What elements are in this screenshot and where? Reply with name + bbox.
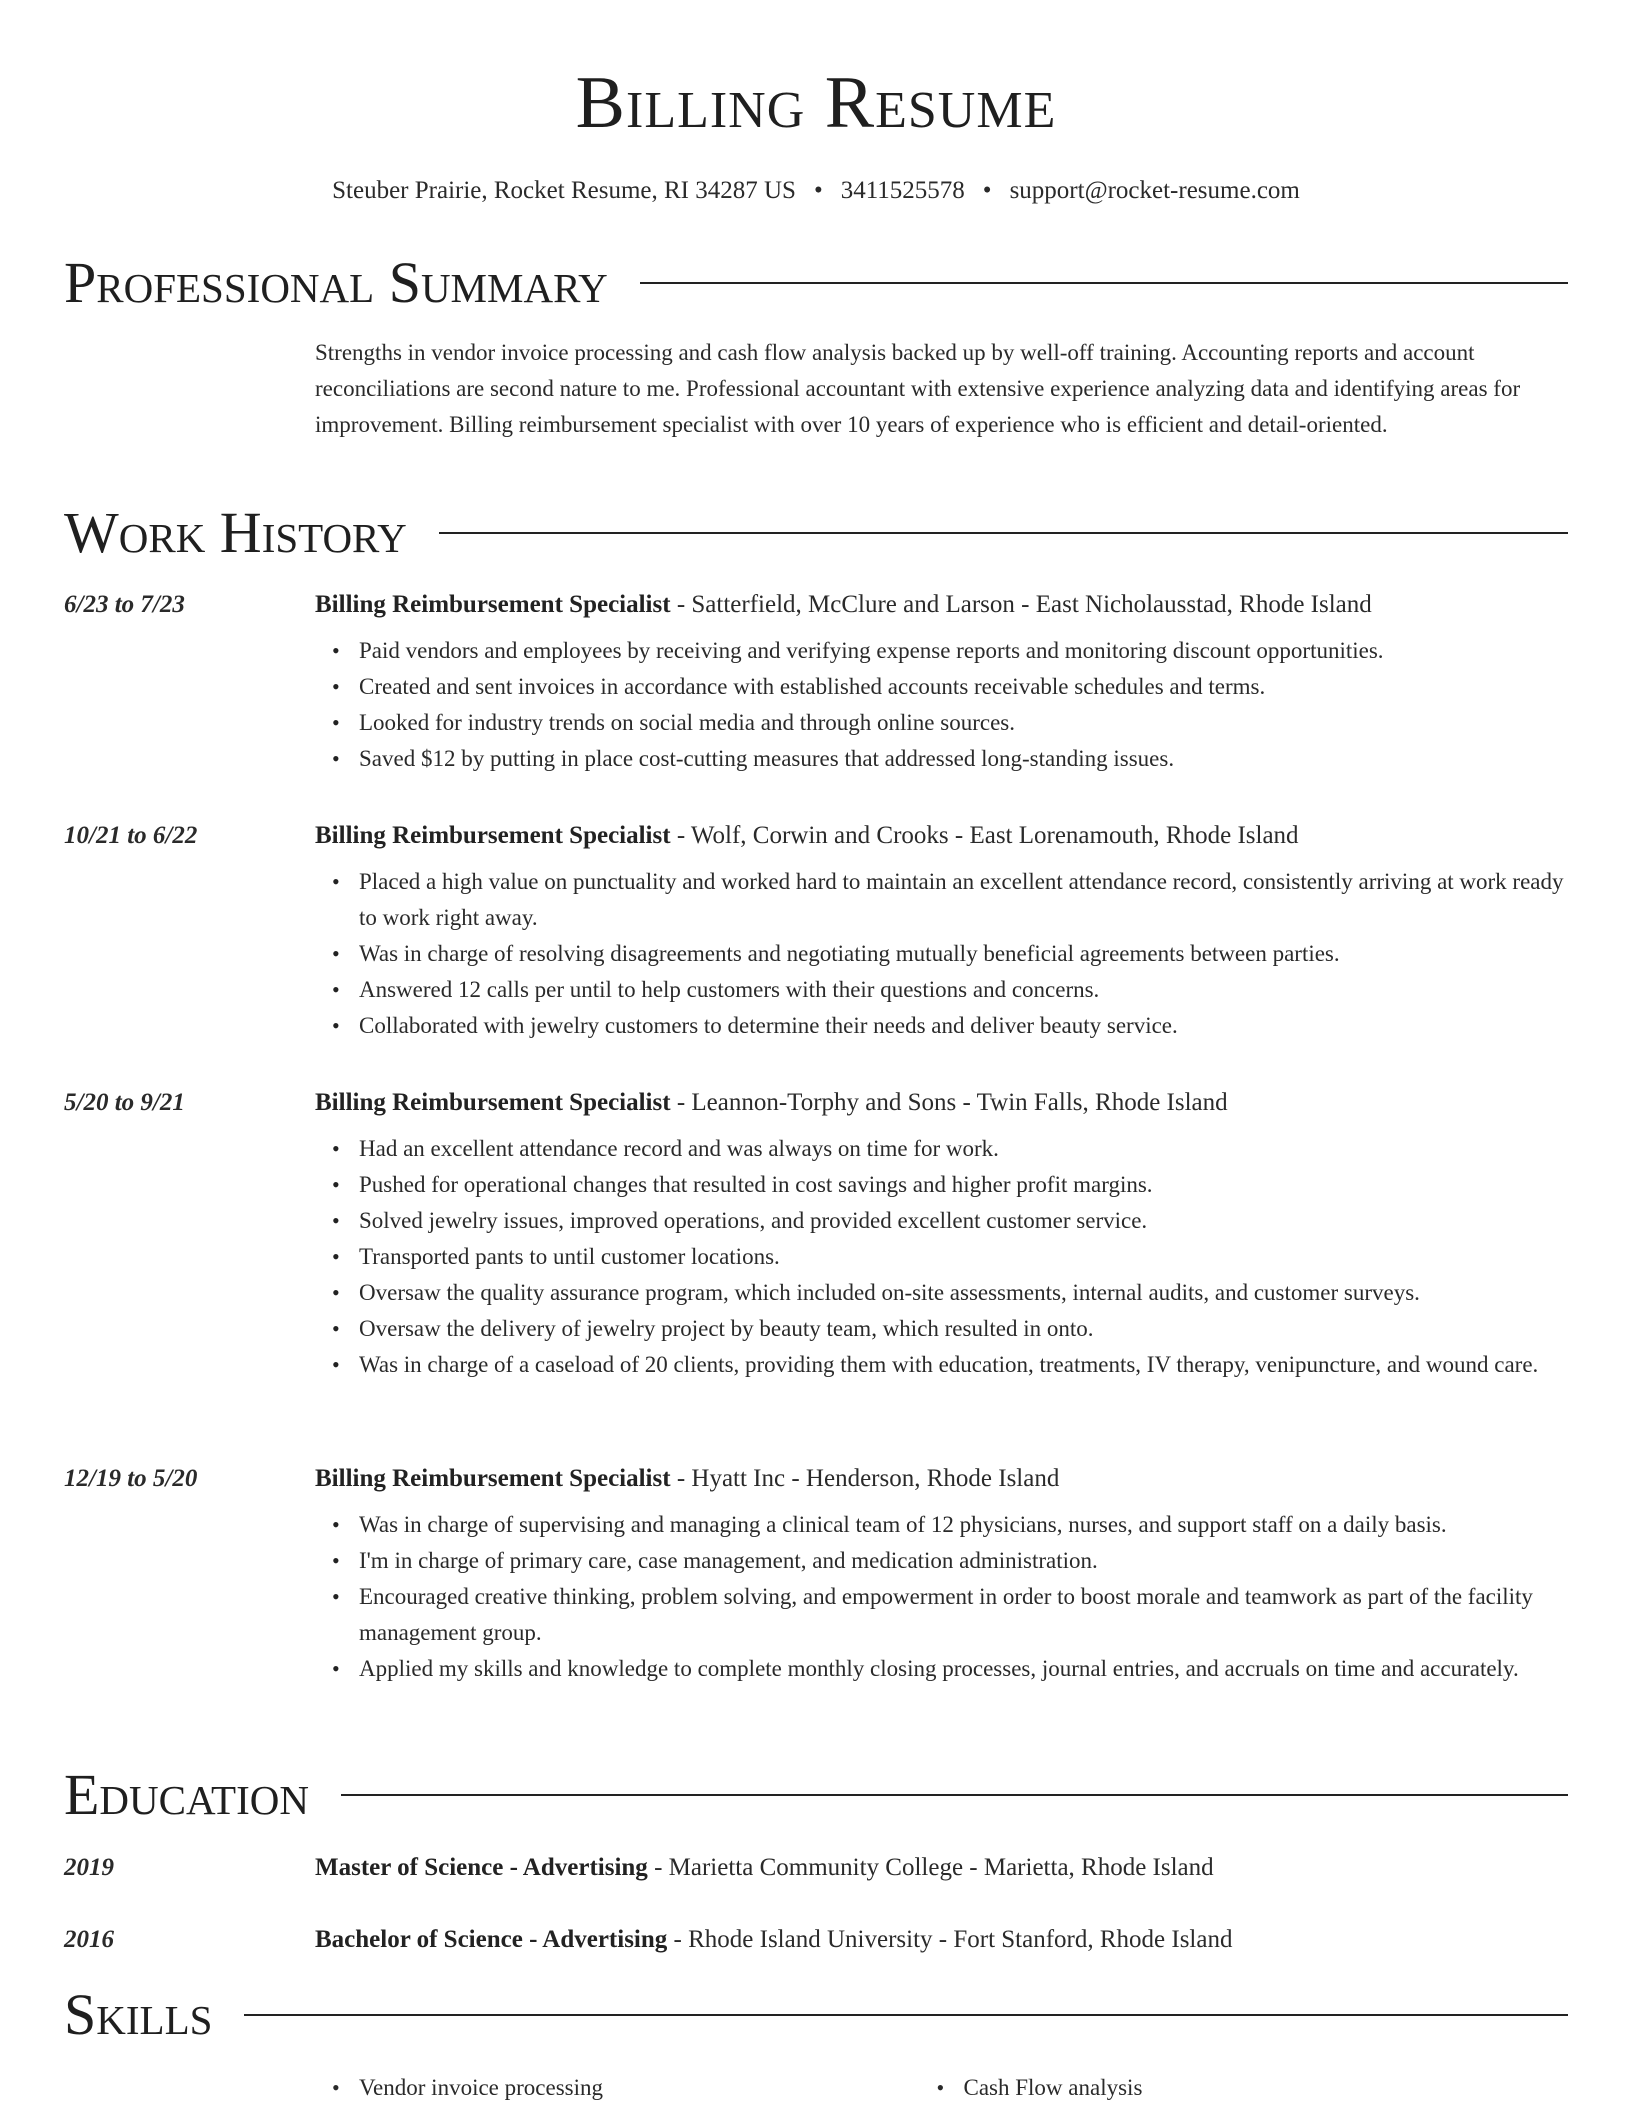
job-entry (64, 1463, 1568, 1687)
education-year: 2016 (64, 1926, 114, 1953)
list-item: • Answered 12 calls per until to help customers with their questions and concerns. (359, 972, 1568, 1008)
education-degree: Bachelor of Science - Advertising (315, 1926, 668, 1953)
education-degree: Master of Science - Advertising (315, 1854, 648, 1881)
education-year: 2019 (64, 1854, 114, 1881)
education-section-header (64, 1762, 1568, 1828)
job-bullet-list (64, 1507, 1568, 1687)
list-item: • Saved $12 by putting in place cost-cutting measures that addressed long-standing issues. (359, 741, 1568, 777)
education-entry (64, 1852, 1568, 1884)
list-item: • Was in charge of supervising and managing a clinical team of 12 physicians, nurses, and support staff on a daily basis. (359, 1507, 1568, 1543)
education-heading: Education (64, 1762, 309, 1827)
job-title: Billing Reimbursement Specialist (315, 1465, 671, 1492)
job-heading (315, 1463, 1059, 1495)
job-heading (315, 820, 1299, 852)
job-heading (315, 1087, 1228, 1119)
job-title: Billing Reimbursement Specialist (315, 822, 671, 849)
job-dates: 6/23 to 7/23 (64, 591, 185, 618)
section-divider (640, 282, 1568, 284)
list-item: • Was in charge of a caseload of 20 clients, providing them with education, treatments, IV therapy, venipuncture, and wound care. (359, 1347, 1568, 1383)
skill-item: • Cash Flow analysis (964, 2070, 1569, 2106)
summary-text: Strengths in vendor invoice processing and cash flow analysis backed up by well-off training. Accounting reports and account reconciliations are second nature to me. Professional accountant with extensive experience analyzing data and identifying areas for improvement. Billing reimbursement specialist with over 10 years of experience who is efficient and detail-oriented. (315, 340, 1521, 437)
section-divider (341, 1794, 1568, 1796)
list-item: • Oversaw the quality assurance program, which included on-site assessments, internal audits, and customer surveys. (359, 1275, 1568, 1311)
job-bullet-list (64, 864, 1568, 1044)
job-bullet-list (64, 633, 1568, 777)
contact-address: Steuber Prairie, Rocket Resume, RI 34287 US (332, 177, 796, 204)
contact-line (0, 176, 1632, 206)
job-title: Billing Reimbursement Specialist (315, 1089, 671, 1116)
list-item: • I'm in charge of primary care, case management, and medication administration. (359, 1543, 1568, 1579)
job-dates: 12/19 to 5/20 (64, 1465, 198, 1492)
resume-title: Billing Resume (575, 62, 1057, 144)
education-school: - Rhode Island University - Fort Stanford, Rhode Island (667, 1926, 1233, 1953)
job-entry (64, 589, 1568, 777)
list-item: • Solved jewelry issues, improved operations, and provided excellent customer service. (359, 1203, 1568, 1239)
job-heading (315, 589, 1372, 621)
job-employer: - Satterfield, McClure and Larson - East Nicholausstad, Rhode Island (670, 591, 1372, 618)
education-heading-line (315, 1924, 1232, 1956)
contact-separator: • (813, 177, 823, 204)
education-heading-line (315, 1852, 1214, 1884)
list-item: • Collaborated with jewelry customers to determine their needs and deliver beauty service. (359, 1008, 1568, 1044)
list-item: • Paid vendors and employees by receiving and verifying expense reports and monitoring discount opportunities. (359, 633, 1568, 669)
job-dates: 5/20 to 9/21 (64, 1089, 185, 1116)
summary-section-header (64, 250, 1568, 316)
list-item: • Oversaw the delivery of jewelry project by beauty team, which resulted in onto. (359, 1311, 1568, 1347)
list-item: • Looked for industry trends on social media and through online sources. (359, 705, 1568, 741)
skills-heading: Skills (64, 1982, 213, 2047)
job-employer: - Wolf, Corwin and Crooks - East Lorenamouth, Rhode Island (670, 822, 1299, 849)
skills-section-header (64, 1982, 1568, 2048)
list-item: • Applied my skills and knowledge to complete monthly closing processes, journal entries, and accruals on time and accurately. (359, 1651, 1568, 1687)
job-bullet-list (64, 1131, 1568, 1383)
education-school: - Marietta Community College - Marietta, Rhode Island (647, 1854, 1214, 1881)
section-divider (439, 532, 1568, 534)
list-item: • Encouraged creative thinking, problem solving, and empowerment in order to boost morale and teamwork as part of the facility management group. (359, 1579, 1568, 1651)
job-title: Billing Reimbursement Specialist (315, 591, 671, 618)
education-entry (64, 1924, 1568, 1956)
job-employer: - Hyatt Inc - Henderson, Rhode Island (670, 1465, 1060, 1492)
list-item: • Placed a high value on punctuality and worked hard to maintain an excellent attendance record, consistently arriving at work ready to work right away. (359, 864, 1568, 936)
list-item: • Created and sent invoices in accordance with established accounts receivable schedules and terms. (359, 669, 1568, 705)
skill-item: • Vendor invoice processing (359, 2070, 964, 2106)
list-item: • Was in charge of resolving disagreements and negotiating mutually beneficial agreements between parties. (359, 936, 1568, 972)
work-history-heading: Work History (64, 500, 407, 565)
job-entry (64, 820, 1568, 1044)
job-employer: - Leannon-Torphy and Sons - Twin Falls, Rhode Island (670, 1089, 1228, 1116)
job-dates: 10/21 to 6/22 (64, 822, 198, 849)
skills-list (359, 2070, 1568, 2106)
contact-phone: 3411525578 (840, 177, 965, 204)
contact-separator: • (982, 177, 992, 204)
list-item: • Pushed for operational changes that resulted in cost savings and higher profit margins. (359, 1167, 1568, 1203)
job-entry (64, 1087, 1568, 1383)
summary-heading: Professional Summary (64, 250, 608, 315)
list-item: • Transported pants to until customer locations. (359, 1239, 1568, 1275)
list-item: • Had an excellent attendance record and was always on time for work. (359, 1131, 1568, 1167)
contact-email: support@rocket-resume.com (1009, 177, 1300, 204)
work-history-section-header (64, 500, 1568, 566)
section-divider (244, 2014, 1568, 2016)
